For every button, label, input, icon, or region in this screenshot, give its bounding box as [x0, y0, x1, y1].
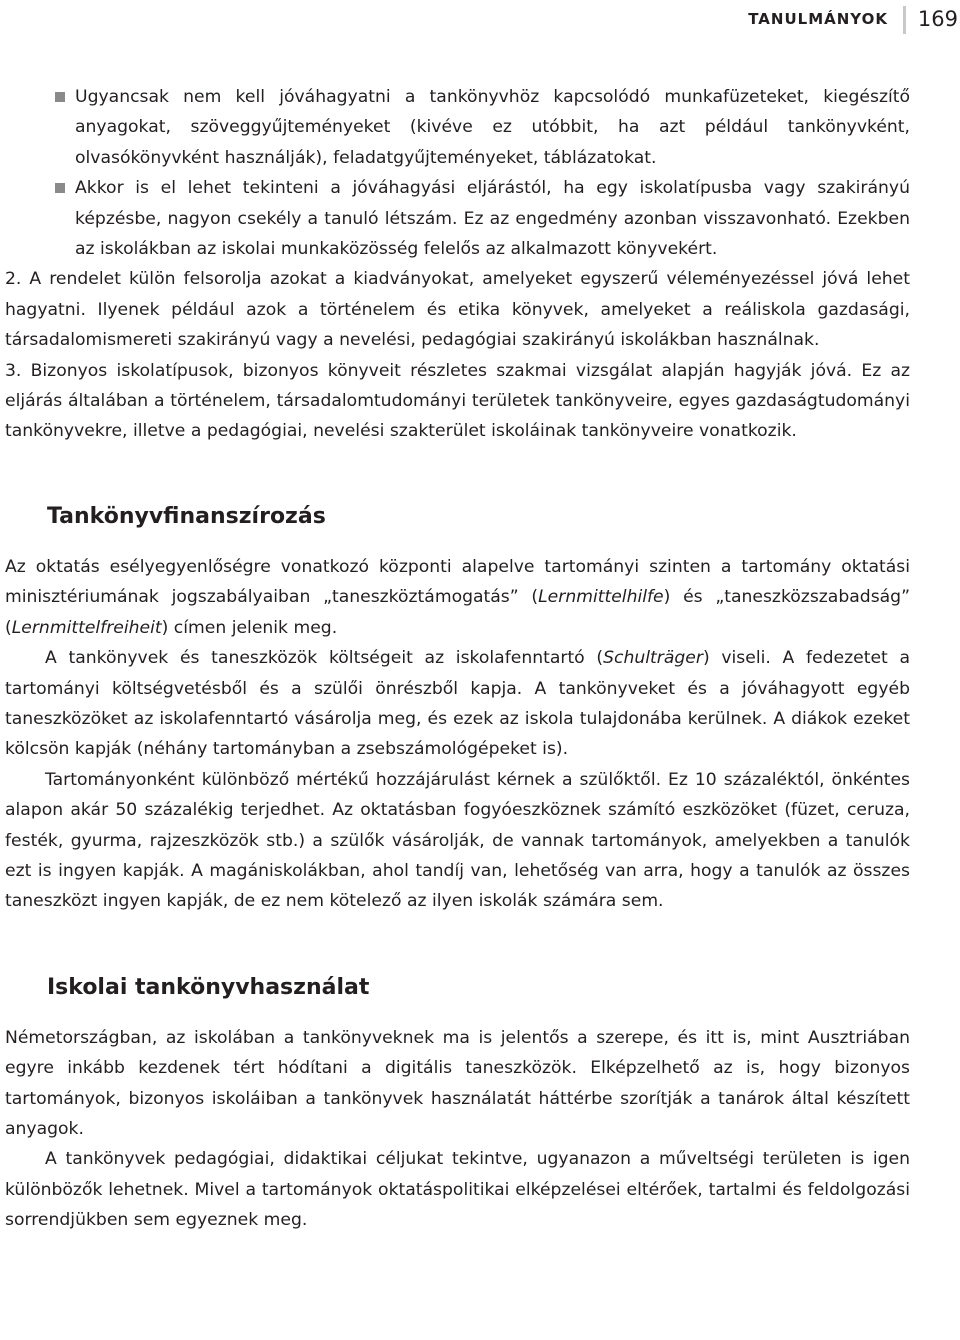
german-term: Schulträger — [603, 648, 703, 669]
page-number: 169 — [917, 7, 958, 31]
section-heading: Iskolai tankönyvhasználat — [47, 974, 370, 1000]
body-paragraph: A tankönyvek pedagógiai, didaktikai céljukat tekintve, ugyanazon a műveltségi területen is igen különbözők lehetnek. Mivel a tartományok oktatáspolitikai elképzelései eltérőek, tartalmi és feldolgozási sorrendjükben sem egyeznek meg. — [5, 1149, 910, 1231]
body-paragraph: Németországban, az iskolában a tankönyveknek ma is jelentős a szerepe, és itt is, mint Ausztriában egyre inkább kezdenek tért hódítani a digitális taneszközök. Elképzelhető az is, hogy bizonyos tartományok, bizonyos iskoláiban a tankönyvek használatát háttérbe szorítják a tanárok által készített anyagok. — [5, 1027, 910, 1139]
numbered-paragraph: 3. Bizonyos iskolatípusok, bizonyos könyveit részletes szakmai vizsgálat alapján hagyják jóvá. Ez az eljárás általában a történelem, társadalomtudományi területek tankönyveire, egyes gazdaságtudományi tankönyvekre, illetve a pedagógiai, nevelési szakterület iskoláinak tankönyveire vonatkozik. — [5, 360, 910, 442]
square-bullet-icon — [55, 92, 65, 102]
article-body — [5, 82, 910, 1236]
numbered-paragraph: 2. A rendelet külön felsorolja azokat a kiadványokat, amelyeket egyszerű véleményezéssel jóvá lehet hagyatni. Ilyenek például azok a történelem és etika könyvek, amelyeket a reáliskola gazdasági, társadalomismereti szakirányú vagy a nevelési, pedagógiai szakirányú iskolákban használnak. — [5, 269, 910, 351]
bullet-item — [5, 173, 910, 264]
bullet-text: Akkor is el lehet tekinteni a jóváhagyási eljárástól, ha egy iskolatípusba vagy szakirányú képzésbe, nagyon csekély a tanuló létszám. Ez az engedmény azonban visszavonható. Ezekben az iskolákban az iskolai munkaközösség felelős az alkalmazott könyvekért. — [75, 178, 910, 260]
body-paragraph: Tartományonként különböző mértékű hozzájárulást kérnek a szülőktől. Ez 10 százaléktól, önkéntes alapon akár 50 százalékig terjedhet. Az oktatásban fogyóeszköznek számító eszközöket (füzet, ceruza, festék, gyurma, rajzeszközök stb.) a szülők vásárolják, de vannak tartományok, amelyekben a tanulók ezt is ingyen kapják. A magániskolákban, ahol tandíj van, lehetőség van arra, hogy a tanulók az összes taneszközt ingyen kapják, de ez nem kötelező az ilyen iskolák számára sem. — [5, 769, 910, 912]
german-term: Lernmittelhilfe — [538, 587, 664, 608]
body-paragraph — [5, 552, 910, 643]
text-run: Az oktatás esélyegyenlőségre vonatkozó központi alapelve tartományi szinten a tartomány oktatási minisztériumának jogszabályaiban „taneszköztámogatás” ( — [5, 556, 910, 608]
text-run: ) címen jelenik meg. — [161, 617, 338, 638]
text-run: ) és „taneszközszabadság” ( — [5, 587, 910, 638]
bullet-item — [5, 82, 910, 173]
body-paragraph — [5, 643, 910, 765]
text-run: ) viseli. A fedezetet a tartományi költségvetésből és a szülői önrészből kapja. A tankönyveket és a jóváhagyott egyéb taneszközöket az iskolafenntartó vásárolja meg, és ezek az iskola tulajdonába kerülnek. A diákok ezeket kölcsön kapják (néhány tartományban a zsebszámológépeket is). — [5, 648, 910, 760]
section-heading: Tankönyvfinanszírozás — [47, 503, 326, 529]
running-head — [0, 6, 960, 34]
bullet-text: Ugyancsak nem kell jóváhagyatni a tankönyvhöz kapcsolódó munkafüzeteket, kiegészítő anyagokat, szöveggyűjteményeket (kivéve ez utóbbit, ha azt például tankönyvként, olvasókönyvként használják), feladatgyűjteményeket, táblázatokat. — [75, 87, 910, 168]
square-bullet-icon — [55, 183, 65, 193]
text-run: A tankönyvek és taneszközök költségeit az iskolafenntartó ( — [45, 648, 604, 669]
german-term: Lernmittelfreiheit — [11, 617, 162, 638]
header-divider — [903, 6, 906, 34]
section-label: TANULMÁNYOK — [748, 10, 888, 28]
